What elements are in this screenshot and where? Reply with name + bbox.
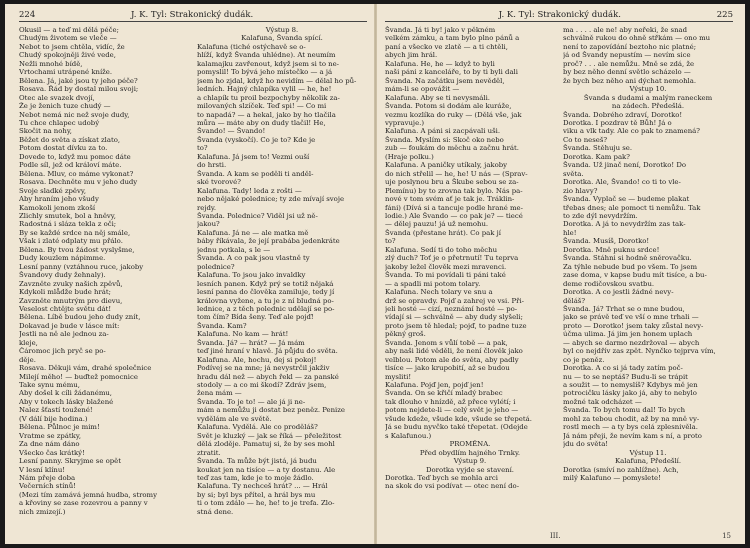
- text-line: aby naši lidé věděli, že není člověk jako: [385, 347, 523, 356]
- text-line: to napadá? — a hekal, jako by ho tlačila: [197, 110, 336, 119]
- page-number-right: 225: [716, 10, 733, 20]
- text-line: lednice, a z těch polednic udělají se po-: [197, 304, 335, 313]
- text-line: mohl za tebou chodit, až by na mně vy-: [563, 414, 700, 423]
- text-line: Bělena. By tvou žádost vyslyšme,: [19, 245, 135, 254]
- text-line: Za týhle nebude bud po všem. To jsem: [563, 262, 698, 271]
- text-line: stná dene.: [197, 507, 234, 516]
- text-line: můra — máte aby on dudy tlačil! He,: [197, 118, 326, 127]
- text-line: Za dne nám dáno: [19, 440, 80, 449]
- text-line: Švanda. Polednice? Viděl jsi už ně-: [197, 211, 318, 220]
- text-line: Švanda. Stěhuju se.: [563, 144, 633, 153]
- text-line: zase doma, v kapse budu mít tisíce, a bu-: [563, 271, 707, 280]
- text-line: zlý duch? Toť je o přetrnutí! Tu teprva: [385, 254, 519, 263]
- text-line: Švanda (vyskočí). Co je to? Kde je: [197, 135, 316, 144]
- text-line: Běžet do světa a získat zlato,: [19, 135, 121, 144]
- text-line: Plemínu) by to zrovna tak bylo. Nás pa-: [385, 186, 523, 195]
- text-line: by si; byl bys přítel, a hrál bys mu: [197, 490, 316, 499]
- text-line: PROMĚNA.: [449, 440, 491, 449]
- text-line: — a spadli mi potom tolary.: [385, 279, 481, 288]
- text-line: to zde dýl nevydržím.: [563, 211, 638, 220]
- text-line: Dorotka. A co jestli žádné nevy-: [563, 288, 674, 297]
- text-line: Švanda. Musíš, Dorotko!: [563, 237, 650, 246]
- text-line: potrocičku lásky jako já, aby to nebylo: [563, 389, 697, 398]
- text-line: jdu do světa!: [563, 440, 609, 449]
- right-page: [375, 4, 745, 544]
- text-line: kalamajku zavřenout, když jsem si to ne-: [197, 59, 340, 68]
- text-line: Výstup 11.: [629, 448, 667, 457]
- text-line: Švanda. Myslím si: Skoč oko nebo: [385, 135, 504, 144]
- text-line: Švanda. Dobrého zdraví, Dorotko!: [563, 110, 683, 119]
- text-line: (Mezi tím zamává jemná hudba, stromy: [19, 490, 157, 499]
- text-line: drž se opravdy. Pojď a zahrej ve vsi. Při-: [385, 296, 525, 305]
- text-line: Kalafuna. Nech tolary ve snu a: [385, 288, 493, 297]
- text-line: Švanda. Ta může být jistá, já budu: [197, 457, 317, 466]
- text-line: Kalafuna. Pojď jen, pojď jen!: [385, 381, 484, 390]
- text-line: do nich střelil — he, he! U nás — (Sprav-: [385, 169, 528, 178]
- text-line: a chlapík tu proil bezpochyby několik za-: [197, 93, 340, 102]
- text-line: Švanda. A kam se poděli ti anděl-: [197, 169, 314, 178]
- text-line: Dorotka (smíví no zahlížne). Ach,: [563, 465, 679, 474]
- text-line: Dorotka. A já to nevydržím zas tak-: [563, 220, 686, 229]
- text-line: — abych se darmo nezdržoval — abych: [563, 338, 700, 347]
- text-line: Bělena. Mluv, co máme vykonat?: [19, 169, 134, 178]
- text-line: Kalafuna. A paničky utíkaly, jakoby: [385, 161, 508, 170]
- text-line: ma . . . . ale ne! aby neřeki, že snad: [563, 26, 688, 34]
- text-line: Kalafuna. Vydělá. Ale co proděláš?: [197, 423, 318, 432]
- text-line: Kalafuna, Předešlí.: [614, 457, 682, 466]
- text-line: Kamokoli jenom zkoší: [19, 203, 96, 212]
- text-line: Dokavad je bude v lásce mít:: [19, 321, 120, 330]
- text-line: Švanda s dudami a malým raneckem: [583, 93, 713, 102]
- text-line: všude kdeže, všude kde, všude se třepetá.: [385, 414, 532, 423]
- text-line: Dovede to, když mu pomoc dáte: [19, 152, 131, 161]
- right-column-2: [563, 26, 733, 491]
- text-line: Nebot nemá nic než svoje dudy,: [19, 110, 130, 119]
- text-line: by bez něho denní světlo scházelo —: [563, 68, 691, 77]
- text-line: Dorotka. A co si já tady zatím poč-: [563, 364, 683, 373]
- text-line: stodoly — a co mi škodí? Zdráv jsem,: [197, 381, 327, 390]
- text-line: Švanda. Já? — hrát? — Já mám: [197, 338, 305, 347]
- text-line: Švanda. Potom si dodám ale kuráže,: [385, 102, 512, 111]
- text-line: Svoje sladké zpěvy,: [19, 186, 87, 195]
- text-line: Večerních stínů!: [19, 482, 76, 491]
- text-line: tom čím? Bída šeny. Teď ale pojď!: [197, 313, 314, 322]
- text-line: velblou. Potom ale do světa, aby padly: [385, 355, 519, 364]
- text-line: Nalez šťastí toužené!: [19, 406, 93, 415]
- text-line: Švanda. Na začátku jsem nevěděl,: [385, 76, 505, 85]
- text-line: fáni) (Dívá si a tancuje podle hrané me-: [385, 203, 523, 212]
- text-line: Zavzněte mnutrým pro dievu,: [19, 296, 123, 305]
- text-line: deme rodičovskou svatbu.: [563, 279, 655, 288]
- text-line: Švandovy dudy žehnaly).: [19, 271, 106, 280]
- text-line: mám a nemůžu ji dostat bez peněz. Penize: [197, 406, 345, 415]
- text-line: potom nejdete-li — celý svět je jeho —: [385, 406, 519, 415]
- left-column-2: [197, 26, 367, 516]
- text-line: Chudým životem se vleče —: [19, 34, 117, 43]
- text-line: Dudy kouzlem nápimme.: [19, 254, 106, 263]
- text-line: světa.: [563, 169, 584, 178]
- text-line: Radostná i sláza tekla z oči;: [19, 220, 117, 229]
- text-line: paní a všecko ve zlatě — a ti chtěli,: [385, 42, 508, 51]
- text-line: že bych bez něho ani dýchat nemohla.: [563, 76, 697, 85]
- text-line: Kalafuna. Sedí ti do toho měchu: [385, 245, 498, 254]
- text-line: Okusil — a teď mi dělá péče;: [19, 26, 119, 34]
- running-head-right: J. K. Tyl: Strakonický dudák.: [498, 10, 621, 20]
- text-line: není to zapovídání beztoho nic platné;: [563, 42, 697, 51]
- text-line: Švanda. Vyplač se — budeme plakat: [563, 195, 690, 204]
- text-line: Výstup 10.: [629, 85, 667, 94]
- text-line: děje.: [19, 355, 36, 364]
- signature-mark: III.: [550, 532, 561, 540]
- text-line: ledních. Hajný chlapíka vylil — he, he!: [197, 85, 332, 94]
- text-line: a soužit — to nemyslíš? Kdybys mě jen: [563, 381, 698, 390]
- text-line: Dorotka. Ale, Švando! co ti to vle-: [563, 178, 681, 187]
- text-line: proč? . . . ale nemůžu. Mně se zdá, že: [563, 59, 695, 68]
- text-line: Že je ženich tuze chudý —: [19, 102, 111, 111]
- text-line: Tu chce chlapec udobý: [19, 118, 100, 127]
- text-line: Nám přeje doba: [19, 474, 76, 483]
- text-line: Švanda. To mi povídali ti páni také: [385, 271, 506, 280]
- text-line: jeli hosté — cizí, neznámí hosté — po-: [385, 304, 518, 313]
- text-line: Lesní panny. Skryjme se opět: [19, 457, 122, 466]
- text-line: Kdykoli mlådže bude hrát;: [19, 288, 111, 297]
- text-line: nové v tom svém ať je tak je. Tráklin-: [385, 195, 515, 204]
- text-line: ti o tom zdálo — he, he! to je trefa. Zlo-: [197, 499, 335, 508]
- text-line: co je peněz.: [563, 355, 605, 364]
- text-line: Co to neseš?: [563, 135, 608, 144]
- text-line: Vratme se zpátky,: [19, 431, 82, 440]
- text-line: Chudý spokojněji živé vede,: [19, 51, 116, 60]
- text-line: vídají si — schválně — aby dudy slyšeli;: [385, 313, 523, 322]
- text-line: Kalafuna. Aby se ti nevysmáli.: [385, 93, 490, 102]
- text-line: Švanda. On se křičí mladý brabec: [385, 389, 503, 398]
- text-line: Švanda. Já? Trhat se o mne budou,: [563, 304, 685, 313]
- text-line: pěkný groš.: [385, 330, 426, 339]
- text-line: Nebot to jsem chtěla, vidíc, že: [19, 42, 125, 51]
- text-line: to?: [197, 144, 208, 153]
- right-column-1: [385, 26, 555, 491]
- text-line: Kalafuna (tiché ostýchavě se o-: [197, 42, 306, 51]
- text-line: Dorotka. Teď bych se mohla arci: [385, 474, 498, 483]
- text-line: jako se právě teď ve vší o mne trhali —: [563, 313, 699, 322]
- text-line: Kalafuna. Já jsem to! Vezmi ouší: [197, 152, 310, 161]
- left-page-header: [19, 10, 367, 22]
- text-line: Aby došel k cíli žádanému,: [19, 389, 113, 398]
- text-line: (V dálí bije hodina.): [19, 414, 88, 423]
- text-line: vezmu kozlíka do ruky — (Dělá vše, jak: [385, 110, 522, 119]
- text-line: hle!: [563, 228, 577, 237]
- text-line: na skok do vsi podívat — otec není do-: [385, 482, 520, 491]
- text-line: By se každé srdce na něj smále,: [19, 228, 131, 237]
- text-line: Aby v tokech lásky blažené: [19, 397, 114, 406]
- text-line: Kalafuna. He, he — když to byli: [385, 59, 495, 68]
- text-line: Rosava. Řád by dostal milou svoji;: [19, 85, 139, 94]
- text-line: Bělena. Já, jaké jsou ty jeho péče?: [19, 76, 138, 85]
- text-line: dělá zloděje. Pamatuj si, že by ses mohl: [197, 440, 335, 449]
- text-line: Všecko čas krátký!: [19, 448, 85, 457]
- text-line: Podívej se na mne; já nevystrčil jakživ: [197, 364, 330, 373]
- text-line: Potom dostat dívku za to.: [19, 144, 108, 153]
- text-line: velkém zámku, a tam bylo plno pánů a: [385, 34, 520, 43]
- text-line: královna vyžene, a tu je z ní bludná po-: [197, 296, 334, 305]
- text-line: V lesní klínu!: [19, 465, 66, 474]
- text-line: Švanda. Jenom s vůlí tobě — a pak,: [385, 338, 508, 347]
- text-line: Nežli mnohé bídě,: [19, 59, 83, 68]
- text-line: abych jim hrál.: [385, 51, 438, 60]
- text-line: tak dlouho v hnízdě, až přece vylétí; i: [385, 397, 516, 406]
- text-line: teď jiné hraní v hlavě. Já půjdu do světa.: [197, 347, 338, 356]
- text-line: Kalafuna. A páni si zacpávali uši.: [385, 127, 501, 136]
- text-line: Rosava. Děkuji vám, drahé společnice: [19, 364, 152, 373]
- text-line: mám-li se opovážit —: [385, 85, 460, 94]
- text-line: možné tak odcházet —: [563, 397, 642, 406]
- text-line: na zádech. Předešlá.: [611, 102, 685, 111]
- text-line: uje poslynou bru a Škube sebou se za-: [385, 178, 519, 187]
- text-line: já od Švandy nepustím — nevím sice: [563, 51, 691, 60]
- text-line: pomyslil! To bývá jeho místečko — a já: [197, 68, 333, 77]
- text-line: nu — to se neptáš? Budu-li se trápit: [563, 372, 688, 381]
- text-line: jednu potkala, s le —: [197, 245, 271, 254]
- text-line: nebo nějaké polednice; ty zde mívají svoje: [197, 195, 345, 204]
- text-line: Výstup 9.: [453, 457, 487, 466]
- text-line: Aby hraním jeho všudy: [19, 195, 99, 204]
- book-spread: [5, 4, 745, 544]
- text-line: Čáromoc jich pryč se po-: [19, 347, 106, 356]
- text-line: Švando! — Švando!: [197, 127, 266, 136]
- text-line: Dorotka vyjde se stavení.: [426, 465, 514, 474]
- text-line: Já se budu nyvčko také třepetat. (Odejde: [385, 423, 528, 432]
- text-line: — dělej pauzu! já už nemohu.: [385, 220, 489, 229]
- text-line: Take synu mému,: [19, 381, 80, 390]
- text-line: Švanda (přestane hrát). Co pak jí: [385, 228, 501, 237]
- text-line: Bělena. Líbě budou jeho dudy znít,: [19, 313, 141, 322]
- text-line: Kalafuna. Tady! leda z rošti —: [197, 186, 302, 195]
- text-line: báby říkávala, že její prabába jedenkráte: [197, 237, 340, 246]
- text-line: děláš?: [563, 296, 586, 305]
- text-line: to?: [385, 237, 396, 246]
- text-line: Rosava. Dechněte mu v jeho dudy: [19, 178, 138, 187]
- text-line: třebas dnes; ale pomoct ti nemůžu. Tak: [563, 203, 701, 212]
- text-line: milý Kalafuno — pomyslete!: [563, 474, 661, 483]
- text-line: Výstup 8.: [265, 26, 299, 34]
- left-column-1: [19, 26, 189, 516]
- right-page-header: [385, 10, 733, 22]
- text-line: Bělena. Půlnoc je mim!: [19, 423, 100, 432]
- text-line: Kalafuna. To jsou jako invaldky: [197, 271, 306, 280]
- text-line: Kalafuna. Ale, hochu, dej si pokoj!: [197, 355, 317, 364]
- page-number-left: 224: [19, 10, 36, 20]
- text-line: milovaných slzíček. Teď spi! — Co mi: [197, 102, 327, 111]
- text-line: Vrtochami utrápené kníže.: [19, 68, 113, 77]
- text-line: Švanda. Kam?: [197, 321, 247, 330]
- text-line: Kalafuna. Ty nechceš hrát? ... — Hrál: [197, 482, 328, 491]
- text-line: rejdy.: [197, 203, 217, 212]
- text-line: viku a vlk tady. Ale co pak to znamená?: [563, 127, 700, 136]
- text-line: koukat jen na tisíce — a ty dostanu. Ale: [197, 465, 336, 474]
- text-line: Lesní panny (vztáhnou ruce, jakoby: [19, 262, 144, 271]
- text-line: jakoby ležel člověk mezi mravenci.: [385, 262, 507, 271]
- text-line: Kalafuna. Já ne — ale matka mě: [197, 228, 309, 237]
- text-line: Zlichly smutek, bol a hněvy,: [19, 211, 116, 220]
- text-line: Dorotka. Mně puknu srdce!: [563, 245, 660, 254]
- text-line: jsem ho zjdal, když ho nevidím — dělal ho pů-: [197, 76, 357, 85]
- text-line: schválně rukou do ohně střkám — ono mu: [563, 34, 711, 43]
- text-line: Svět je kluzký — jak se říká — přeležitost: [197, 431, 342, 440]
- text-line: Švanda. Stáhni si hodně sněrovačku.: [563, 254, 692, 263]
- text-line: jakou?: [197, 220, 220, 229]
- text-line: hradu dál než — abych řekl — za panské: [197, 372, 339, 381]
- text-line: Dorotka. I pozdrav tě Bůh! Já o: [563, 118, 672, 127]
- text-line: nich zmizejí.): [19, 507, 66, 516]
- text-line: Dorotka. Kam pak?: [563, 152, 630, 161]
- text-line: Já nám přeji, že nevím kam s ní, a proto: [563, 431, 702, 440]
- text-line: tisíce — jako krupobití, až se budou: [385, 364, 510, 373]
- text-line: naši páni z kanceláře, to by ti byli dali: [385, 68, 518, 77]
- text-line: s Kalafunou.): [385, 431, 432, 440]
- text-line: Švanda. A co pak jsou vlastně ty: [197, 254, 310, 263]
- text-line: ztratit.: [197, 448, 221, 457]
- text-line: Švanda. Už jinač není, Dorotko! Do: [563, 161, 687, 170]
- text-line: lodie.) Ale Švando — co pak je? — tiecé: [385, 211, 523, 220]
- text-line: ské tvorové?: [197, 178, 241, 187]
- text-line: Zavzněte zvuky našich zpěvů,: [19, 279, 123, 288]
- text-line: Kalafuna. No kam — hrát!: [197, 330, 289, 339]
- text-line: proto — Dorotko! jsem taky zůstal nevy-: [563, 321, 704, 330]
- text-line: Švanda. Já ti by! jako v pěkném: [385, 26, 496, 34]
- text-line: účma ulima. Já jim jen honem uplach: [563, 330, 693, 339]
- left-page: [5, 4, 375, 544]
- text-line: Otec ale svazek dvojí,: [19, 93, 95, 102]
- text-line: Švanda. To bych tomu dal! To bych: [563, 406, 686, 415]
- text-line: lesní panna do člověka zamiluje, tedy jí: [197, 288, 335, 297]
- text-line: polednice?: [197, 262, 235, 271]
- text-line: Podle síl, jež od královí máte.: [19, 161, 122, 170]
- text-line: teď zas tam, kde je to moje žádlo.: [197, 474, 314, 483]
- footer-number: 15: [722, 532, 731, 540]
- text-line: žena mám —: [197, 389, 242, 398]
- text-line: Před obydlím hajného Trnky.: [419, 448, 521, 457]
- text-line: Jestli na ně ale jednou za-: [19, 330, 109, 339]
- text-line: Skočit na nohy,: [19, 127, 72, 136]
- text-line: Veselost chtějte světu dát!: [19, 304, 112, 313]
- text-line: zio hlavy?: [563, 186, 598, 195]
- text-line: do hrsti.: [197, 161, 227, 170]
- running-head-left: J. K. Tyl: Strakonický dudák.: [131, 10, 254, 20]
- text-line: hlíží, když Švanda uhlédne). At neumím: [197, 51, 336, 60]
- text-line: mysliti!: [385, 372, 412, 381]
- text-line: a křoviny se zase rozevrou a panny v: [19, 499, 148, 508]
- text-line: Švanda. To je to! — ale já ji ne-: [197, 397, 306, 406]
- text-line: Však i zlaté odplaty mu přálo.: [19, 237, 123, 246]
- text-line: vydělám ale ve světě.: [197, 414, 272, 423]
- text-line: (Hraje polku.): [385, 152, 434, 161]
- text-line: kleje,: [19, 338, 38, 347]
- text-line: byl co nejdřív zas zpět. Nynčko tejprva vím,: [563, 347, 716, 356]
- text-line: proto jsem tě hledal; pojď, to padne tuze: [385, 321, 527, 330]
- text-line: zub — foukám do měchu a začnu hrát.: [385, 144, 519, 153]
- text-line: Kalafuna, Švanda spící.: [241, 34, 323, 43]
- text-line: lesních panen. Když prý se totiž nějaká: [197, 279, 334, 288]
- text-line: vypravuje.): [385, 118, 425, 127]
- text-line: Milejí měho! — buďtež pomocnice: [19, 372, 138, 381]
- text-line: rostl mech — a ty bys celá zplesnivěla.: [563, 423, 698, 432]
